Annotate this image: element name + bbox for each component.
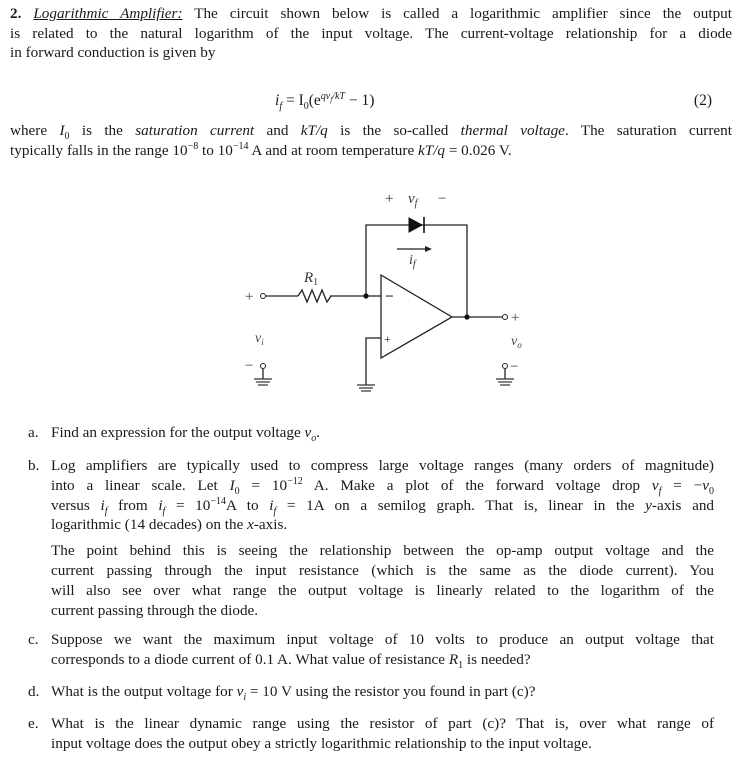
d-var-sub: i	[243, 692, 247, 704]
b2-I0-sub: 0	[234, 485, 240, 497]
intro-line-2: is related to the natural logarithm of the input voltage. The current-voltage relationship for a diode	[10, 24, 732, 42]
eq-rhs-sub0: 0	[303, 101, 309, 113]
part-b-line-3	[51, 496, 714, 516]
c2-R: R	[448, 650, 459, 668]
d1-thermal-voltage: thermal voltage	[460, 122, 565, 139]
part-c-label: c.	[28, 631, 39, 648]
vf-label: $v_f$	[408, 191, 418, 209]
problem-number: 2.	[10, 5, 22, 22]
b3-if3: i	[269, 496, 274, 514]
if-arrow-head	[425, 246, 432, 252]
ground-icon-opamp	[357, 385, 375, 391]
eq-exp: qv	[320, 90, 331, 102]
part-e-text	[51, 714, 714, 754]
part-a-label: a.	[28, 424, 39, 441]
b3-if2-sub: f	[162, 505, 166, 517]
vo-plus-sign: +	[511, 310, 520, 326]
d-var: v	[236, 683, 244, 700]
d1-kTq: kT/q	[300, 122, 328, 139]
part-a	[28, 423, 714, 443]
vo-minus-terminal	[503, 364, 508, 369]
vi-minus-terminal	[261, 364, 266, 369]
b2d: = −	[661, 476, 703, 494]
b3e: = 1A on a semilog graph. That is, linear in the	[276, 496, 646, 514]
intro-line-3: in forward conduction is given by	[10, 44, 216, 61]
if-label: $i_f$	[409, 253, 416, 270]
d1-I0-sub: 0	[64, 131, 70, 143]
eq-rhs-a: = I	[282, 92, 304, 109]
vi-plus-sign: +	[245, 289, 254, 305]
d2-kTq: kT/q	[418, 141, 446, 159]
part-b-followup-3: will also see over what range the output voltage is linearly related to the logarithm of the	[51, 581, 714, 599]
problem-title: Logarithmic Amplifier:	[33, 5, 183, 22]
eq-lhs-sub: f	[279, 101, 283, 113]
d1c: and	[254, 122, 301, 139]
c2a: corresponds to a diode current of 0.1 A. What value of resistance	[51, 650, 449, 668]
part-d	[28, 682, 714, 702]
b2-I0: I	[229, 476, 235, 494]
b3c: = 10	[165, 496, 211, 514]
equation-number: (2)	[693, 92, 712, 109]
eq-rhs-b: (e	[308, 92, 321, 109]
eq-lhs: i	[275, 92, 280, 109]
vf-minus-sign: −	[438, 191, 447, 207]
b3b: from	[107, 496, 159, 514]
b3f: -axis and	[651, 496, 715, 514]
eq-exp-sub: f	[330, 95, 333, 104]
b4a: logarithmic (14 decades) on the	[51, 516, 248, 534]
intro-text-1: The circuit shown below is called a logarithmic amplifier since the output	[194, 5, 732, 22]
d2-exp1: −8	[187, 140, 199, 152]
d-b: = 10 V using the resistor you found in part (c)?	[246, 683, 536, 700]
b3-exp: −14	[210, 495, 227, 507]
opamp-inverting-sign: −	[385, 289, 394, 305]
b2-v0-sub: 0	[708, 485, 714, 497]
d2c: A and at room temperature	[248, 141, 418, 159]
d1-I0: I	[59, 122, 65, 139]
resistor-r1	[298, 290, 331, 302]
b3d: A to	[226, 496, 270, 514]
part-a-var: v	[304, 424, 312, 441]
b2-vf-sub: f	[658, 485, 662, 497]
part-e-line-1: What is the linear dynamic range using the resistor of part (c)? That is, over what range of	[51, 715, 714, 732]
part-d-text	[51, 682, 714, 702]
part-c	[28, 630, 714, 670]
part-a-tail: .	[316, 424, 321, 441]
b3-if1: i	[100, 496, 105, 514]
d1b: is the	[69, 122, 136, 139]
part-b-line-1: Log amplifiers are typically used to compress large voltage ranges (many orders of magnitude)	[51, 457, 714, 474]
part-b-label: b.	[28, 457, 40, 474]
part-d-label: d.	[28, 683, 40, 700]
b2c: A. Make a plot of the forward voltage drop	[302, 476, 652, 494]
plus-ground-wire	[366, 338, 381, 385]
d2b: to 10	[198, 141, 233, 159]
diode-icon	[409, 218, 422, 232]
d-a: What is the output voltage for	[51, 683, 237, 700]
d1e: . The saturation current	[564, 122, 732, 139]
b4b: -axis.	[253, 516, 288, 534]
b3-if2: i	[158, 496, 163, 514]
input-junction-node	[363, 293, 368, 298]
b3-if1-sub: f	[104, 505, 108, 517]
eq-exp-tail: /kT	[332, 90, 345, 102]
c2-R-sub: 1	[458, 659, 464, 671]
b2-v0: v	[702, 476, 709, 494]
part-a-var-sub: o	[311, 433, 317, 445]
vo-minus-sign: −	[510, 359, 519, 375]
vo-plus-terminal	[503, 315, 508, 320]
d2-exp2: −14	[232, 140, 249, 152]
part-e-line-2: input voltage does the output obey a strictly logarithmic relationship to the input voltage.	[51, 734, 592, 752]
part-b-line-4	[51, 515, 714, 535]
part-b-followup-4: current passing through the diode.	[51, 601, 259, 619]
d1-saturation-current: saturation current	[135, 122, 255, 139]
part-b-followup-1: The point behind this is seeing the relationship between the op-amp output voltage and the	[51, 542, 714, 560]
d2d: = 0.026 V.	[445, 141, 512, 159]
part-b	[28, 456, 714, 620]
b3-if3-sub: f	[273, 505, 277, 517]
b2-vf: v	[651, 476, 659, 494]
b2b: = 10	[239, 476, 288, 494]
vi-minus-sign: −	[245, 358, 254, 374]
ground-icon-vo	[496, 379, 514, 385]
b3-y: y	[645, 496, 652, 514]
r1-label: $R_1$	[304, 270, 319, 288]
vi-plus-terminal	[261, 294, 266, 299]
part-b-text	[51, 456, 714, 620]
c2b: is needed?	[463, 650, 531, 668]
part-b-followup-2: current passing through the input resistance (which is the same as the diode current). You	[51, 561, 714, 579]
part-b-line-2	[51, 476, 714, 496]
opamp-noninverting-sign: +	[384, 332, 391, 346]
b4-x: x	[247, 516, 254, 534]
vf-plus-sign: +	[385, 191, 394, 207]
output-junction-node	[464, 314, 469, 319]
part-c-line-2	[51, 650, 714, 670]
part-e-label: e.	[28, 715, 39, 732]
b3a: versus	[51, 496, 101, 514]
d2a: typically falls in the range 10	[10, 141, 188, 159]
b2-exp: −12	[287, 475, 303, 487]
opamp-triangle	[381, 275, 452, 358]
vo-label: $v_o$	[511, 334, 522, 350]
part-c-text	[51, 630, 714, 670]
part-e	[28, 714, 714, 754]
part-a-body: Find an expression for the output voltage	[51, 424, 305, 441]
ground-icon-vi	[254, 379, 272, 385]
eq-rhs-c: − 1)	[344, 92, 375, 109]
d1a: where	[10, 122, 60, 139]
part-c-line-1: Suppose we want the maximum input voltage of 10 volts to produce an output voltage that	[51, 631, 714, 648]
part-a-text	[51, 423, 714, 443]
vi-label: $v_i$	[255, 331, 264, 347]
d1d: is the so-called	[327, 122, 461, 139]
b2a: into a linear scale. Let	[51, 476, 230, 494]
